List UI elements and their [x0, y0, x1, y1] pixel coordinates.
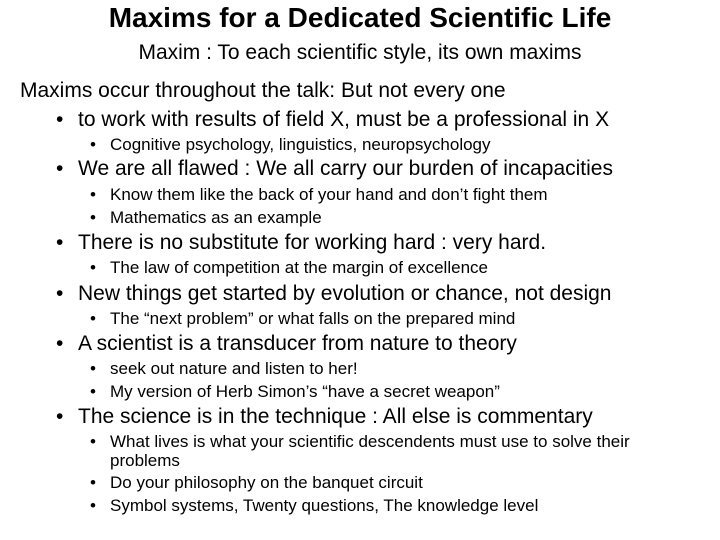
sub-bullet-point: seek out nature and listen to her! [110, 359, 358, 378]
sub-bullet-point: Cognitive psychology, linguistics, neuropsychology [110, 135, 491, 154]
sub-bullet-marker: • [90, 309, 96, 328]
bullet-marker: • [56, 157, 64, 180]
intro-text: Maxims occur throughout the talk: But not every one [20, 79, 506, 102]
bullet-point: There is no substitute for working hard : very hard. [78, 231, 547, 254]
bullet-point: A scientist is a transducer from nature to theory [78, 332, 517, 355]
sub-bullet-point: Symbol systems, Twenty questions, The knowledge level [110, 496, 539, 515]
sub-bullet-point: Mathematics as an example [110, 208, 322, 227]
slide-title: Maxims for a Dedicated Scientific Life [108, 2, 612, 33]
sub-bullet-marker: • [90, 185, 96, 204]
bullet-point: New things get started by evolution or chance, not design [78, 282, 612, 305]
sub-bullet-point: The law of competition at the margin of excellence [110, 258, 488, 277]
bullet-marker: • [56, 332, 64, 355]
bullet-marker: • [56, 405, 64, 428]
sub-bullet-marker: • [90, 258, 96, 277]
slide-subtitle: Maxim : To each scientific style, its own maxims [138, 41, 582, 64]
bullet-marker: • [56, 108, 64, 131]
sub-bullet-marker: • [90, 382, 96, 401]
bullet-point: We are all flawed : We all carry our burden of incapacities [78, 157, 613, 180]
sub-bullet-marker: • [90, 496, 96, 515]
bullet-marker: • [56, 282, 64, 305]
sub-bullet-marker: • [90, 473, 96, 492]
bullet-point: The science is in the technique : All else is commentary [78, 405, 593, 428]
sub-bullet-point: What lives is what your scientific descendents must use to solve their problems [110, 432, 630, 470]
sub-bullet-marker: • [90, 432, 96, 451]
bullet-point: to work with results of field X, must be a professional in X [78, 108, 610, 131]
sub-bullet-marker: • [90, 359, 96, 378]
sub-bullet-point: The “next problem” or what falls on the prepared mind [110, 309, 516, 328]
bullet-marker: • [56, 231, 64, 254]
sub-bullet-point: Do your philosophy on the banquet circuit [110, 473, 423, 492]
sub-bullet-marker: • [90, 135, 96, 154]
sub-bullet-point: My version of Herb Simon’s “have a secret weapon” [110, 382, 500, 401]
sub-bullet-point: Know them like the back of your hand and don’t fight them [110, 185, 548, 204]
sub-bullet-marker: • [90, 208, 96, 227]
